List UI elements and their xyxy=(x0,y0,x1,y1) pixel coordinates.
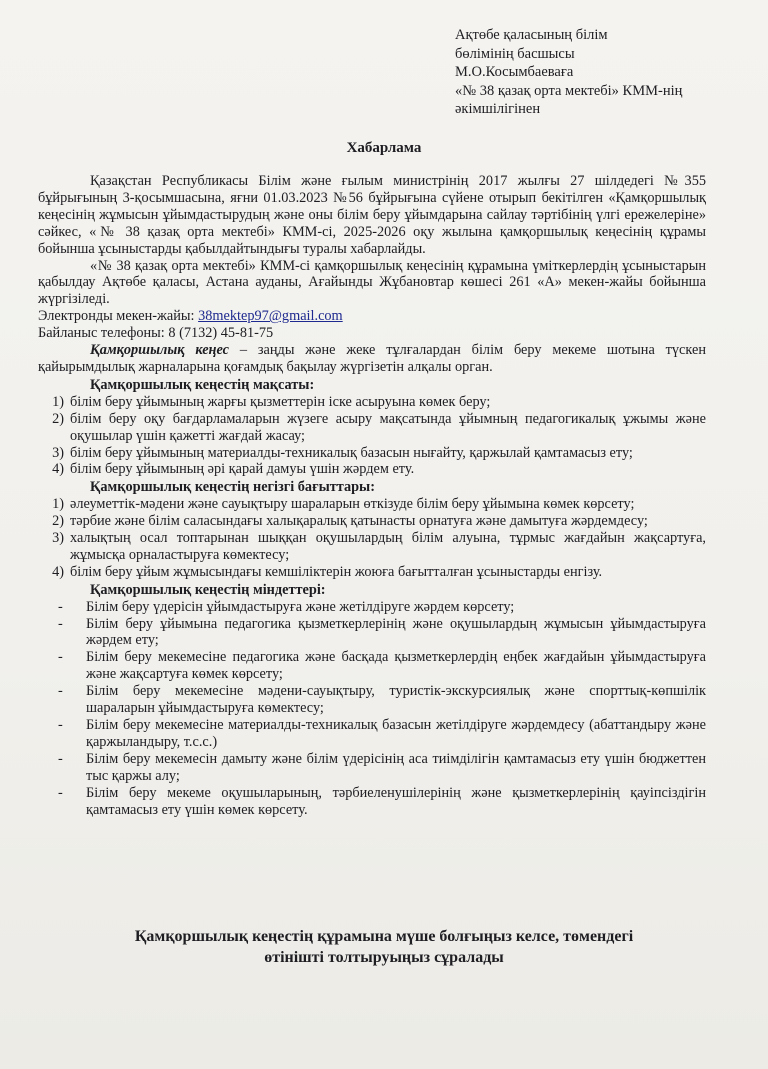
document-body xyxy=(38,173,706,818)
item-text: халықтың осал топтарынан шыққан оқушылардың білім алуына, тұрмыс жағдайын жақсартуға, жұмысқа орналастыруға көмектесу; xyxy=(70,530,706,563)
item-text: білім беру оқу бағдарламаларын жүзеге асыру мақсатында ұйымның педагогикалық ұжымы және оқушылар үшін қажетті жағдай жасау; xyxy=(70,410,706,444)
addressee-line: М.О.Косымбаеваға xyxy=(455,64,574,80)
item-number: 4) xyxy=(52,563,64,580)
definition-term: Қамқоршылық кеңес xyxy=(90,342,229,359)
item-number: 1) xyxy=(52,496,64,513)
item-number: 2) xyxy=(52,513,64,530)
phone-number: 8 (7132) 45-81-75 xyxy=(168,325,274,342)
list-item xyxy=(38,513,706,530)
item-text: Білім беру мекеме оқушыларының, тәрбиеленушілерінің және қызметкерлерінің қауіпсіздігін қамтамасыз ету үшін көмек көрсету. xyxy=(86,784,706,818)
item-dash: - xyxy=(58,615,63,632)
email-label: Электронды мекен-жайы: xyxy=(38,308,195,325)
item-number: 1) xyxy=(52,393,64,410)
item-dash: - xyxy=(58,683,63,700)
addressee-line: Ақтөбе қаласының білім xyxy=(455,27,608,43)
email-link[interactable]: 38mektep97@gmail.com xyxy=(198,308,343,325)
addressee-line: әкімшілігінен xyxy=(455,101,541,117)
goals-heading: Қамқоршылық кеңестің мақсаты: xyxy=(90,376,315,393)
list-item xyxy=(38,411,706,445)
item-number: 3) xyxy=(52,530,64,547)
email-line xyxy=(38,308,706,325)
item-text: білім беру ұйымының жарғы қызметтерін іске асыруына көмек беру; xyxy=(70,393,491,410)
item-text: білім беру ұйымының әрі қарай дамуы үшін жәрдем ету. xyxy=(70,461,415,478)
item-text: Білім беру үдерісін ұйымдастыруға және жетілдіруге жәрдем көрсету; xyxy=(86,598,515,615)
item-number: 3) xyxy=(52,444,64,461)
tasks-heading: Қамқоршылық кеңестің міндеттері: xyxy=(90,581,326,598)
submission-paragraph: «№ 38 қазақ орта мектебі» КММ-сі қамқоршылық кеңесінің құрамына үміткерлердің ұсыныстарын қабылдау Ақтөбе қаласы, Астана ауданы, Ағайынды Жұбановтар көшесі 261 «А» мекен-жайы бойынша жүргізіледі. xyxy=(38,257,706,308)
list-item xyxy=(38,394,706,411)
item-dash: - xyxy=(58,750,63,767)
footer-line: Қамқоршылық кеңестің құрамына мүше болғыңыз келсе, төмендегі xyxy=(134,928,634,945)
item-number: 4) xyxy=(52,461,64,478)
item-text: білім беру ұйым жұмысындағы кемшіліктерін жоюға бағытталған ұсыныстарды енгізу. xyxy=(70,563,603,580)
definition-paragraph xyxy=(38,342,706,376)
item-text: білім беру ұйымының материалды-техникалық базасын нығайту, қаржылай қамтамасыз ету; xyxy=(70,444,633,461)
item-text: Білім беру мекемесіне мәдени-сауықтыру, туристік-экскурсиялық және спорттық-көпшілік шараларын ұйымдастыруға көмектесу; xyxy=(86,683,706,717)
list-item xyxy=(38,496,706,513)
phone-line xyxy=(38,325,706,342)
item-text: тәрбие және білім саласындағы халықаралық қатынасты орнатуға және дамытуға жәрдемдесу; xyxy=(70,513,648,530)
list-item xyxy=(38,683,706,717)
item-dash: - xyxy=(58,649,63,666)
item-dash: - xyxy=(58,717,63,733)
item-dash: - xyxy=(58,784,63,801)
goals-list xyxy=(38,394,706,479)
item-text: Білім беру мекемесін дамыту және білім үдерісінің аса тиімділігін қамтамасыз ету үшін бюджеттен тыс қаржы алу; xyxy=(86,750,706,784)
tasks-list xyxy=(38,599,706,819)
definition-text: – заңды және жеке тұлғалардан білім беру мекеме шотына түскен қайырымдылық жарналарына қоғамдық бақылау жүргізетін алқалы орган. xyxy=(38,342,706,375)
item-number: 2) xyxy=(52,410,64,427)
directions-list xyxy=(38,496,706,581)
list-item xyxy=(38,461,706,478)
list-item xyxy=(38,649,706,683)
footer-line: өтінішті толтыруыңыз сұралады xyxy=(264,949,504,966)
item-text: Білім беру мекемесіне материалды-техникалық базасын жетілдіруге жәрдемдесу (абаттандыру және қаржыландыру, т.с.с.) xyxy=(86,717,706,750)
list-item xyxy=(38,599,706,616)
list-item xyxy=(38,445,706,462)
document-title: Хабарлама xyxy=(346,140,422,156)
item-dash: - xyxy=(58,598,63,615)
addressee-block xyxy=(455,26,682,119)
list-item xyxy=(38,530,706,564)
list-item xyxy=(38,785,706,819)
intro-paragraph: Қазақстан Республикасы Білім және ғылым министрінің 2017 жылғы 27 шілдедегі №355 бұйрығының 3-қосымшасына, яғни 01.03.2023 №56 бұйрығына сүйене отырып бекітілген «Қамқоршылық кеңесінің жұмысын ұйымдастырудың және оны білім беру ұйымдарына сайлау тәртібінің үлгі ережелеріне» сәйкес, «№ 38 қазақ орта мектебі» КММ-сі, 2025-2026 оқу жылына қамқоршылық кеңесінің құрамы бойынша ұсыныстарды қабылдайтындығы туралы хабарлайды. xyxy=(38,173,706,257)
item-text: Білім беру мекемесіне педагогика және басқада қызметкерлердің еңбек жағдайын ұйымдастыруға және жақсартуға көмек көрсету; xyxy=(86,649,706,683)
addressee-line: бөлімінің басшысы xyxy=(455,45,575,62)
item-text: Білім беру ұйымына педагогика қызметкерлерінің және оқушылардың жұмысын ұйымдастыруға жәрдем ету; xyxy=(86,615,706,649)
list-item xyxy=(38,564,706,581)
item-text: әлеуметтік-мәдени және сауықтыру шараларын өткізуде білім беру ұйымына көмек көрсету; xyxy=(70,496,635,513)
list-item xyxy=(38,616,706,650)
list-item xyxy=(38,717,706,751)
list-item xyxy=(38,751,706,785)
application-call-to-action xyxy=(90,926,678,968)
phone-label: Байланыс телефоны: xyxy=(38,325,165,342)
addressee-line: «№ 38 қазақ орта мектебі» КММ-нің xyxy=(455,82,683,99)
directions-heading: Қамқоршылық кеңестің негізгі бағыттары: xyxy=(90,479,375,496)
